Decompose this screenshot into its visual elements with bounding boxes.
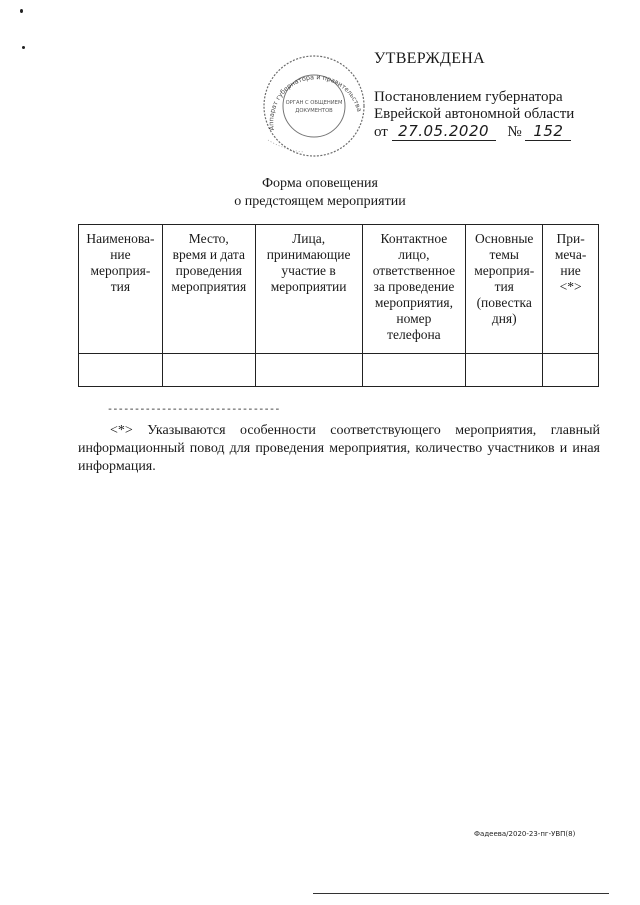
table-header-row (79, 225, 599, 354)
footnote-rule: -------------------------------- (107, 405, 280, 416)
approval-date: 27.05.2020 (392, 123, 496, 141)
column-header (362, 225, 466, 354)
scan-speck (22, 46, 25, 49)
column-header (466, 225, 543, 354)
table-cell[interactable] (79, 354, 163, 387)
column-header-line: мероприятии (270, 279, 347, 294)
column-header-line: телефона (387, 327, 441, 342)
column-header-line: мероприятия (171, 279, 247, 294)
approved-heading: УТВЕРЖДЕНА (374, 50, 486, 67)
column-header-line: <*> (559, 279, 582, 294)
date-prefix: от (374, 124, 388, 140)
column-header (255, 225, 362, 354)
form-title-line2: о предстоящем мероприятии (234, 194, 406, 209)
column-header-line: тия (494, 279, 514, 294)
table-cell[interactable] (162, 354, 255, 387)
form-title (0, 175, 640, 211)
approval-date-line (374, 123, 624, 141)
column-header-line: При- (556, 231, 585, 246)
table-cell[interactable] (543, 354, 599, 387)
column-header-line: Контактное (380, 231, 448, 246)
column-header (543, 225, 599, 354)
column-header-line: Наименова- (86, 231, 155, 246)
column-header-line: участие в (281, 263, 336, 278)
column-header-line: темы (489, 247, 519, 262)
approval-block (374, 50, 624, 141)
column-header-line: за проведение (373, 279, 455, 294)
form-title-line1: Форма оповещения (262, 176, 378, 191)
column-header-line: принимающие (266, 247, 351, 262)
column-header-line: Лица, (292, 231, 326, 246)
stamp-center-line1: ОРГАН С ОБЩЕНИЕМ (285, 100, 343, 106)
column-header-line: мероприя- (90, 263, 151, 278)
column-header-line: Место, (188, 231, 229, 246)
column-header-line: проведения (175, 263, 242, 278)
column-header-line: мероприя- (474, 263, 535, 278)
stamp-seal-icon (254, 44, 372, 162)
column-header-line: ние (560, 263, 581, 278)
scan-speck (20, 9, 23, 13)
stamp-center-line2: ДОКУМЕНТОВ (295, 108, 333, 114)
table-cell[interactable] (466, 354, 543, 387)
footnote-text: <*> Указываются особенности соответствующего мероприятия, главный информационный повод для проведения мероприятия, количество участников и иная информация. (78, 423, 600, 474)
column-header-line: (повестка (476, 295, 532, 310)
table-cell[interactable] (255, 354, 362, 387)
column-header (79, 225, 163, 354)
column-header-line: лицо, (398, 247, 430, 262)
column-header-line: дня) (491, 311, 517, 326)
document-code: Фадеева/2020-23-пг-УВП(8) (474, 830, 576, 838)
column-header-line: ответственное (372, 263, 456, 278)
number-sign: № (507, 124, 522, 140)
column-header-line: время и дата (172, 247, 245, 262)
stamp-arc-text: Аппарат губернатора и правительства (267, 73, 364, 131)
official-stamp (254, 44, 372, 162)
approval-number: 152 (525, 123, 571, 141)
column-header-line: мероприятия, (374, 295, 453, 310)
column-header-line: тия (110, 279, 131, 294)
notification-form-table (78, 224, 599, 387)
column-header (162, 225, 255, 354)
approval-line1: Постановлением губернатора (374, 89, 563, 105)
column-header-line: номер (396, 311, 432, 326)
bottom-divider (313, 893, 609, 894)
approval-line2: Еврейской автономной области (374, 106, 575, 122)
table-row (79, 354, 599, 387)
column-header-line: Основные (475, 231, 534, 246)
column-header-line: меча- (554, 247, 587, 262)
table-cell[interactable] (362, 354, 466, 387)
column-header-line: ние (110, 247, 131, 262)
